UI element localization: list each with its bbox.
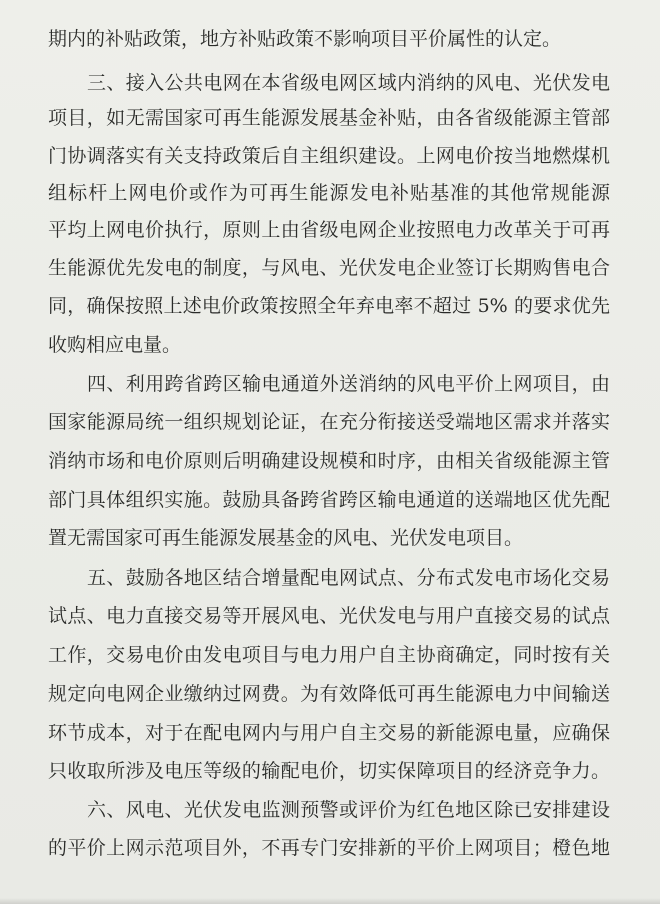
text-line: 环节成本，对于在配电网内与用户自主交易的新能源电量，应确保	[48, 722, 610, 744]
text-line: 工作，交易电价由发电项目与电力用户自主协商确定，同时按有关	[48, 644, 610, 666]
text-line: 项目，如无需国家可再生能源发展基金补贴，由各省级能源主管部	[48, 107, 610, 129]
text-line: 三、接入公共电网在本省级电网区域内消纳的风电、光伏发电	[87, 72, 610, 94]
text-line: 生能源优先发电的制度，与风电、光伏发电企业签订长期购售电合	[48, 257, 610, 279]
text-line: 四、利用跨省跨区输电通道外送消纳的风电平价上网项目，由	[87, 373, 610, 395]
text-line: 同，确保按照上述电价政策按照全年弃电率不超过 5% 的要求优先	[48, 295, 610, 317]
text-line: 部门具体组织实施。鼓励具备跨省跨区输电通道的送端地区优先配	[48, 489, 610, 511]
text-line: 试点、电力直接交易等开展风电、光伏发电与用户直接交易的试点	[48, 605, 610, 627]
text-line: 只收取所涉及电压等级的输配电价，切实保障项目的经济竞争力。	[48, 760, 610, 782]
text-line: 六、风电、光伏发电监测预警或评价为红色地区除已安排建设	[87, 799, 610, 821]
text-line: 置无需国家可再生能源发展基金的风电、光伏发电项目。	[48, 527, 524, 549]
text-line: 规定向电网企业缴纳过网费。为有效降低可再生能源电力中间输送	[48, 683, 610, 705]
text-line: 收购相应电量。	[48, 334, 182, 356]
page-edge-shadow	[0, 898, 660, 904]
text-line: 的平价上网示范项目外，不再专门安排新的平价上网项目；橙色地	[48, 837, 610, 859]
text-line: 平均上网电价执行，原则上由省级电网企业按照电力改革关于可再	[48, 219, 610, 241]
text-line: 五、鼓励各地区结合增量配电网试点、分布式发电市场化交易	[87, 567, 610, 589]
text-line: 组标杆上网电价或作为可再生能源发电补贴基准的其他常规能源	[48, 182, 610, 204]
text-line: 消纳市场和电价原则后明确建设规模和时序，由相关省级能源主管	[48, 450, 610, 472]
text-line: 期内的补贴政策，地方补贴政策不影响项目平价属性的认定。	[48, 28, 562, 50]
text-line: 国家能源局统一组织规划论证，在充分衔接送受端地区需求并落实	[48, 411, 610, 433]
text-line: 门协调落实有关支持政策后自主组织建设。上网电价按当地燃煤机	[48, 145, 610, 167]
